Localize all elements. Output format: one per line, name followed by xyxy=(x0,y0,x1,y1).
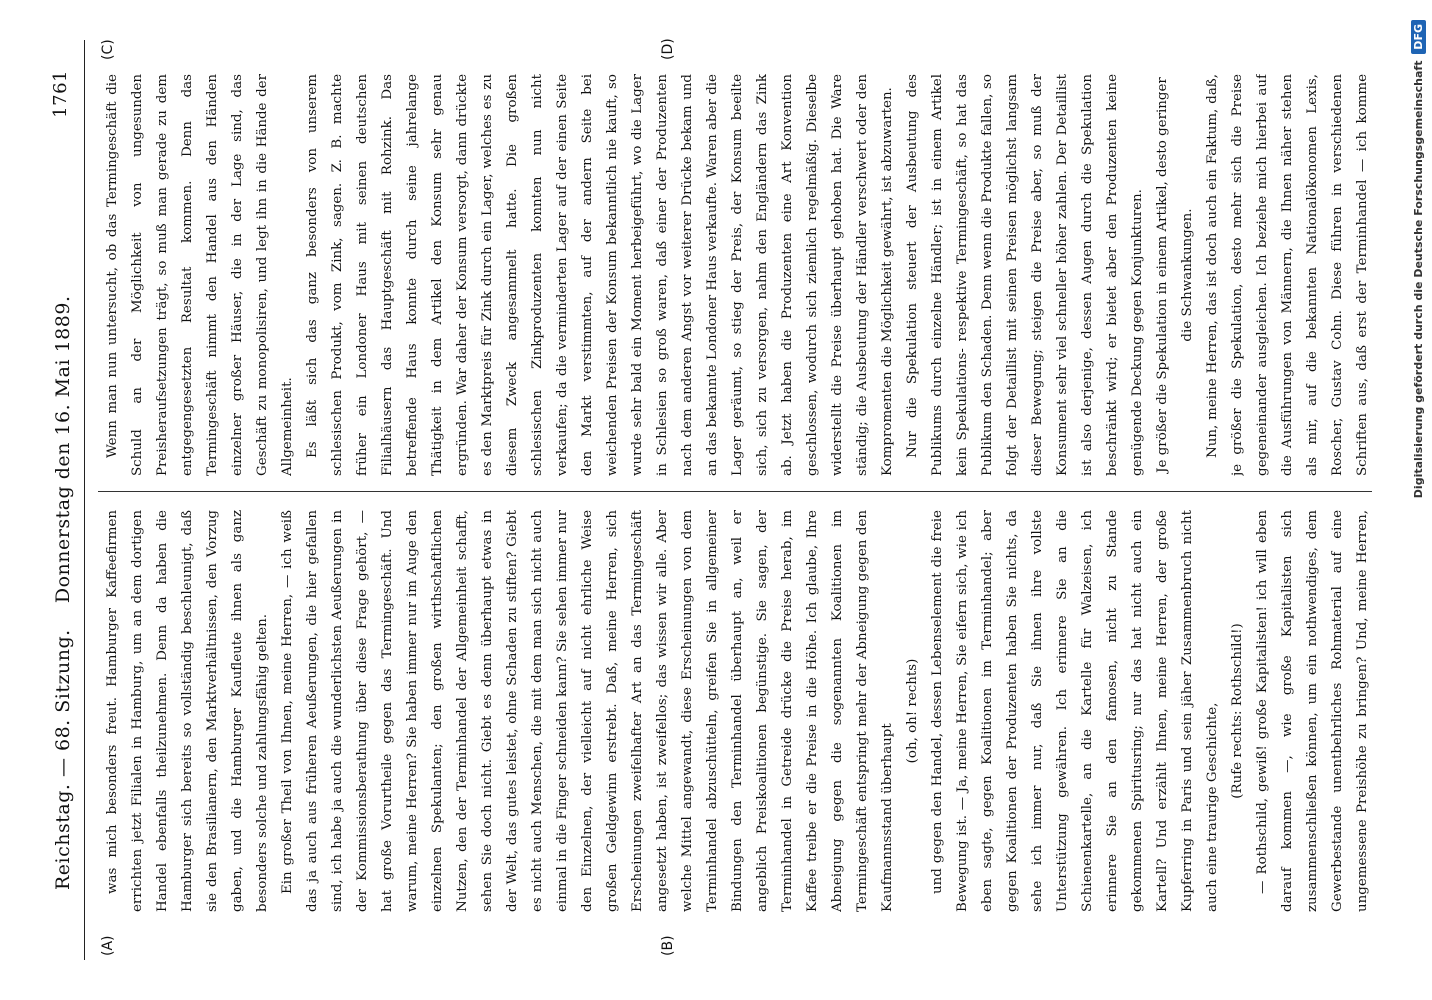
page-number: 1761 xyxy=(50,70,71,118)
margin-marker-c: (C) xyxy=(100,39,116,60)
margin-marker-d: (D) xyxy=(660,38,676,60)
paragraph: Ein großer Theil von Ihnen, meine Herren, — ich weiß das ja auch aus früheren Aeußerungen, die hier gefallen sind, ich habe ja auch die wunderlichsten Aeußerungen in der Kommissionsberathung über diese Frage gehört, — hat große Vorurtheile gegen das Termingeschäft. Und warum, meine Herren? Sie haben immer nur im Auge den einzelnen Spekulanten; den großen wirthschaftlichen Nutzen, den der Terminhandel der Allgemeinheit schafft, sehen Sie doch nicht. Giebt es denn überhaupt etwas in der Welt, das gutes leistet, ohne Schaden zu stiften? Giebt es nicht auch Menschen, die mit dem man sich nicht auch einmal in die Finger schneiden kann? Sie sehen immer nur den Einzelnen, der vielleicht auf nicht ehrliche Weise großen Geldgewinn erstrebt. Daß, meine Herren, sich Erscheinungen zweifelhafter Art an das Termingeschäft angesetzt haben, ist zweifellos; das wissen wir alle. Aber welche Mittel angewandt, diese Erscheinungen von dem Terminhandel abzuschütteln, greifen Sie in allgemeiner Bindungen den Terminhandel überhaupt an, weil er angeblich Preiskoalitionen begünstige. Sie sagen, der Terminhandel in Getreide drücke die Preise herab, im Kaffee treibe er die Preise in die Höhe. Ich glaube, Ihre Abneigung gegen die sogenannten Koalitionen im Termingeschäft entspringt mehr der Abneigung gegen den Kaufmannsstand überhaupt xyxy=(280,510,895,912)
right-text-column xyxy=(100,74,1372,476)
digitization-credit xyxy=(1411,20,1426,498)
digitization-text: Digitalisierung gefördert durch die Deutsche Forschungsgemeinschaft xyxy=(1412,60,1425,499)
header-title-left: Reichstag. — 68. Sitzung. xyxy=(52,629,74,890)
paragraph: Nur die Spekulation steuert der Ausbeutung des Publikums durch einzelne Händler; ist in einem Artikel kein Spekulations- respektive Termingeschäft, so hat das Publikum den Schaden. Denn wenn die Produkte fallen, so folgt der Detaillist mit seinen Preisen möglichst langsam dieser Bewegung; steigen die Preise aber, so muß der Konsument sehr viel schneller höher zahlen. Der Detaillist ist also derjenige, dessen Augen durch die Spekulation beschränkt wird; er bietet aber den Produzenten keine genügende Deckung gegen Konjunkturen. xyxy=(905,74,1145,476)
paragraph: und gegen den Handel, dessen Lebenselement die freie Bewegung ist. — Ja, meine Herren, Sie eifern sich, wie ich eben sagte, gegen Koalitionen im Terminhandel; aber gegen Koalitionen der Produzenten haben Sie nichts, da sehe ich immer nur, daß Sie ihnen ihre vollste Unterstützung gewähren. Ich erinnere Sie an die Schienenkartelle, an die Kartelle für Walzeisen, ich erinnere Sie an den famosen, nicht zu Stande gekommenen Spiritusring; nur das hat nicht auch ein Kartell? Und erzählt Ihnen, meine Herren, der große Kupferring in Paris und sein jäher Zusammenbruch nicht auch eine traurige Geschichte, xyxy=(930,510,1220,912)
interjection: (Rufe rechts: Rothschild!) xyxy=(1230,623,1245,799)
dfg-logo-badge: DFG xyxy=(1411,20,1426,54)
left-text-column xyxy=(100,510,1372,912)
paragraph: — Rothschild, gewiß! große Kapitalisten! ich will eben darauf kommen —, wie große Kapitalisten sich zusammenschließen können, um ein nothwendiges, dem Gewerbestande unentbehrliches Rohmaterial auf eine ungemessene Preishöhe zu bringen? Und, meine Herren, xyxy=(1255,510,1370,912)
paragraph: Wenn man nun untersucht, ob das Termingeschäft die Schuld an der Möglichkeit von ungesunden Preisheraufsetzungen trägt, so muß man gerade zu dem entgegengesetzten Resultat kommen. Denn das Termingeschäft nimmt den Handel aus den Händen einzelner großer Häuser, die in der Lage sind, das Geschäft zu monopolisiren, und legt ihn in die Hände der Allgemeinheit. xyxy=(105,74,295,476)
header-date: Donnerstag den 16. Mai 1889. xyxy=(52,295,74,604)
paragraph: Es läßt sich das ganz besonders von unserem schlesischen Produkt, vom Zink, sagen. Z. B. machte früher ein Londoner Haus mit seinen deutschen Filialhäusern das Hauptgeschäft mit Rohzink. Das betreffende Haus konnte durch seine jahrelange Thätigkeit in dem Artikel den Konsum sehr genau ergründen. War daher der Konsum versorgt, dann drückte es den Marktpreis für Zink durch ein Lager, welches es zu diesem Zweck angesammelt hatte. Die großen schlesischen Zinkproduzenten konnten nun nicht verkaufen; da die verminderten Lager auf der einen Seite den Markt verstimmten, auf der andern Seite bei weichenden Preisen der Konsum bekanntlich nie kauft, so wurde sehr bald ein Moment herbeigeführt, wo die Lager in Schlesien so groß waren, daß einer der Produzenten nach dem anderen Angst vor weiterer Drücke bekam und an das bekannte Londoner Haus verkaufte. Waren aber die Lager geräumt, so stieg der Preis, der Konsum beeilte sich, sich zu versorgen, nahm den Engländern das Zink ab. Jetzt haben die Produzenten eine Art Konvention geschlossen, wodurch sich ziemlich regelmäßig. Dieselbe widerstellt die Preise überhaupt gehoben hat. Die Ware ständig; die Ausbeutung der Händler verschwert oder den Kompromenten die Möglichkeit gewährt, ist abzuwarten. xyxy=(305,74,895,476)
paragraph: was mich besonders freut. Hamburger Kaffeefirmen errichten jetzt Filialen in Hamburg, um an dem dortigen Handel ebenfalls theilzunehmen. Denn da haben die Hamburger sich bereits so vollständig beschleunigt, daß sie den Brasilianern, den Marktverhältnissen, den Vorzug gaben, und die Hamburger Kaufleute ihnen als ganz besonders solche und zahlungsfähig gelten. xyxy=(105,510,270,912)
margin-marker-b: (B) xyxy=(660,935,676,956)
interjection: (oh, oh! rechts) xyxy=(905,658,920,764)
header-rule xyxy=(84,40,85,960)
spaced-quote: Je größer die Spekulation in einem Artikel, desto geringer die Schwankungen. xyxy=(1155,77,1195,473)
page-header xyxy=(46,40,86,960)
margin-marker-a: (A) xyxy=(100,935,116,956)
column-divider xyxy=(98,491,1372,492)
paragraph: Nun, meine Herren, das ist doch auch ein Faktum, daß, je größer die Spekulation, desto mehr sich die Preise gegeneinander ausgleichen. Ich beziehe mich hierbei auf die Ausführungen von Männern, die Ihnen näher stehen als mir, auf die bekannten Nationalökonomen Lexis, Roscher, Gustav Cohn. Diese führen in verschiedenen Schriften aus, daß erst der Terminhandel — ich komme xyxy=(1205,74,1370,476)
header-session-title xyxy=(52,296,74,890)
